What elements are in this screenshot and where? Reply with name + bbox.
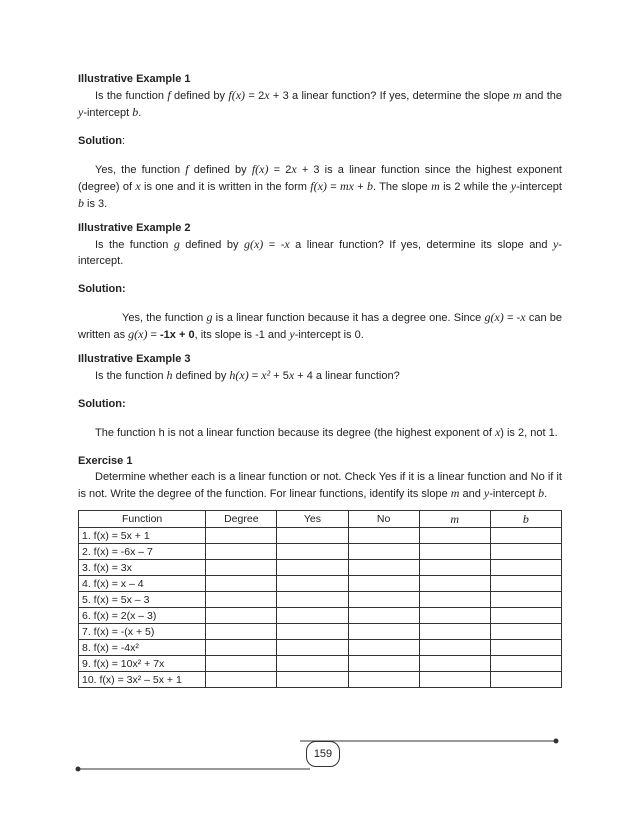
function-cell: 7. f(x) = -(x + 5) [79,624,206,640]
yes-cell[interactable] [277,560,348,576]
no-cell[interactable] [348,592,419,608]
no-cell[interactable] [348,624,419,640]
header-no: No [348,511,419,528]
exercise-title: Exercise 1 [78,455,133,467]
example-2-question: Is the function g defined by g(x) = -x a linear function? If yes, determine its slope and y-intercept. [78,237,563,267]
m-cell[interactable] [419,576,490,592]
b-cell[interactable] [490,544,561,560]
m-cell[interactable] [419,608,490,624]
table-row [79,576,562,592]
table-row [79,640,562,656]
example-3-question: Is the function h defined by h(x) = x² + 5x + 4 a linear function? [95,368,400,382]
no-cell[interactable] [348,656,419,672]
table-row [79,528,562,544]
yes-cell[interactable] [277,624,348,640]
function-cell: 8. f(x) = -4x² [79,640,206,656]
degree-cell[interactable] [206,624,277,640]
yes-cell[interactable] [277,672,348,688]
example-3-solution-title: Solution: [78,398,126,410]
yes-cell[interactable] [277,608,348,624]
example-3-title: Illustrative Example 3 [78,353,191,365]
m-cell[interactable] [419,656,490,672]
table-row [79,560,562,576]
function-cell: 3. f(x) = 3x [79,560,206,576]
b-cell[interactable] [490,656,561,672]
function-cell: 1. f(x) = 5x + 1 [79,528,206,544]
example-2-title: Illustrative Example 2 [78,222,191,234]
m-cell[interactable] [419,560,490,576]
degree-cell[interactable] [206,672,277,688]
function-cell: 4. f(x) = x – 4 [79,576,206,592]
no-cell[interactable] [348,608,419,624]
b-cell[interactable] [490,560,561,576]
b-cell[interactable] [490,672,561,688]
table-row [79,544,562,560]
degree-cell[interactable] [206,576,277,592]
header-function: Function [79,511,206,528]
no-cell[interactable] [348,528,419,544]
header-m: m [419,511,490,528]
header-yes: Yes [277,511,348,528]
table-row [79,672,562,688]
degree-cell[interactable] [206,592,277,608]
degree-cell[interactable] [206,656,277,672]
m-cell[interactable] [419,544,490,560]
b-cell[interactable] [490,640,561,656]
b-cell[interactable] [490,608,561,624]
function-cell: 10. f(x) = 3x² – 5x + 1 [79,672,206,688]
b-cell[interactable] [490,624,561,640]
table-header-row [79,511,562,528]
header-b: b [490,511,561,528]
degree-cell[interactable] [206,560,277,576]
yes-cell[interactable] [277,656,348,672]
example-1-solution-title: Solution: [78,135,126,147]
header-degree: Degree [206,511,277,528]
function-cell: 2. f(x) = -6x – 7 [79,544,206,560]
page-content [78,71,562,688]
yes-cell[interactable] [277,640,348,656]
table-row [79,624,562,640]
degree-cell[interactable] [206,528,277,544]
example-2-solution: Yes, the function g is a linear function because it has a degree one. Since g(x) = -x can be written as g(x) = -1x + 0, its slope is -1 and y-intercept is 0. [78,310,562,341]
function-cell: 9. f(x) = 10x² + 7x [79,656,206,672]
no-cell[interactable] [348,576,419,592]
table-row [79,656,562,672]
exercise-instructions: Determine whether each is a linear function or not. Check Yes if it is a linear function and No if it is not. Write the degree of the function. For linear functions, identify its slope m and y-intercept b. [78,471,562,500]
degree-cell[interactable] [206,608,277,624]
degree-cell[interactable] [206,640,277,656]
page-number: 159 [306,741,340,767]
function-cell: 6. f(x) = 2(x – 3) [79,608,206,624]
m-cell[interactable] [419,592,490,608]
yes-cell[interactable] [277,592,348,608]
m-cell[interactable] [419,528,490,544]
m-cell[interactable] [419,672,490,688]
table-row [79,592,562,608]
degree-cell[interactable] [206,544,277,560]
no-cell[interactable] [348,672,419,688]
yes-cell[interactable] [277,544,348,560]
no-cell[interactable] [348,560,419,576]
table-row [79,608,562,624]
example-2-solution-title: Solution: [78,283,126,295]
function-cell: 5. f(x) = 5x – 3 [79,592,206,608]
yes-cell[interactable] [277,576,348,592]
no-cell[interactable] [348,544,419,560]
yes-cell[interactable] [277,528,348,544]
example-1-title: Illustrative Example 1 [78,73,191,85]
m-cell[interactable] [419,640,490,656]
b-cell[interactable] [490,528,561,544]
example-1-question: Is the function f defined by f(x) = 2x + 3 a linear function? If yes, determine the slope m and the y-intercept b. [78,88,563,119]
no-cell[interactable] [348,640,419,656]
b-cell[interactable] [490,576,561,592]
exercise-table [78,510,562,688]
b-cell[interactable] [490,592,561,608]
example-1-solution: Yes, the function f defined by f(x) = 2x + 3 is a linear function since the highest exponent (degree) of x is one and it is written in the form f(x) = mx + b. The slope m is 2 while the y-intercept b is 3. [78,162,562,210]
example-3-solution: The function h is not a linear function because its degree (the highest exponent of x) is 2, not 1. [95,425,558,439]
m-cell[interactable] [419,624,490,640]
